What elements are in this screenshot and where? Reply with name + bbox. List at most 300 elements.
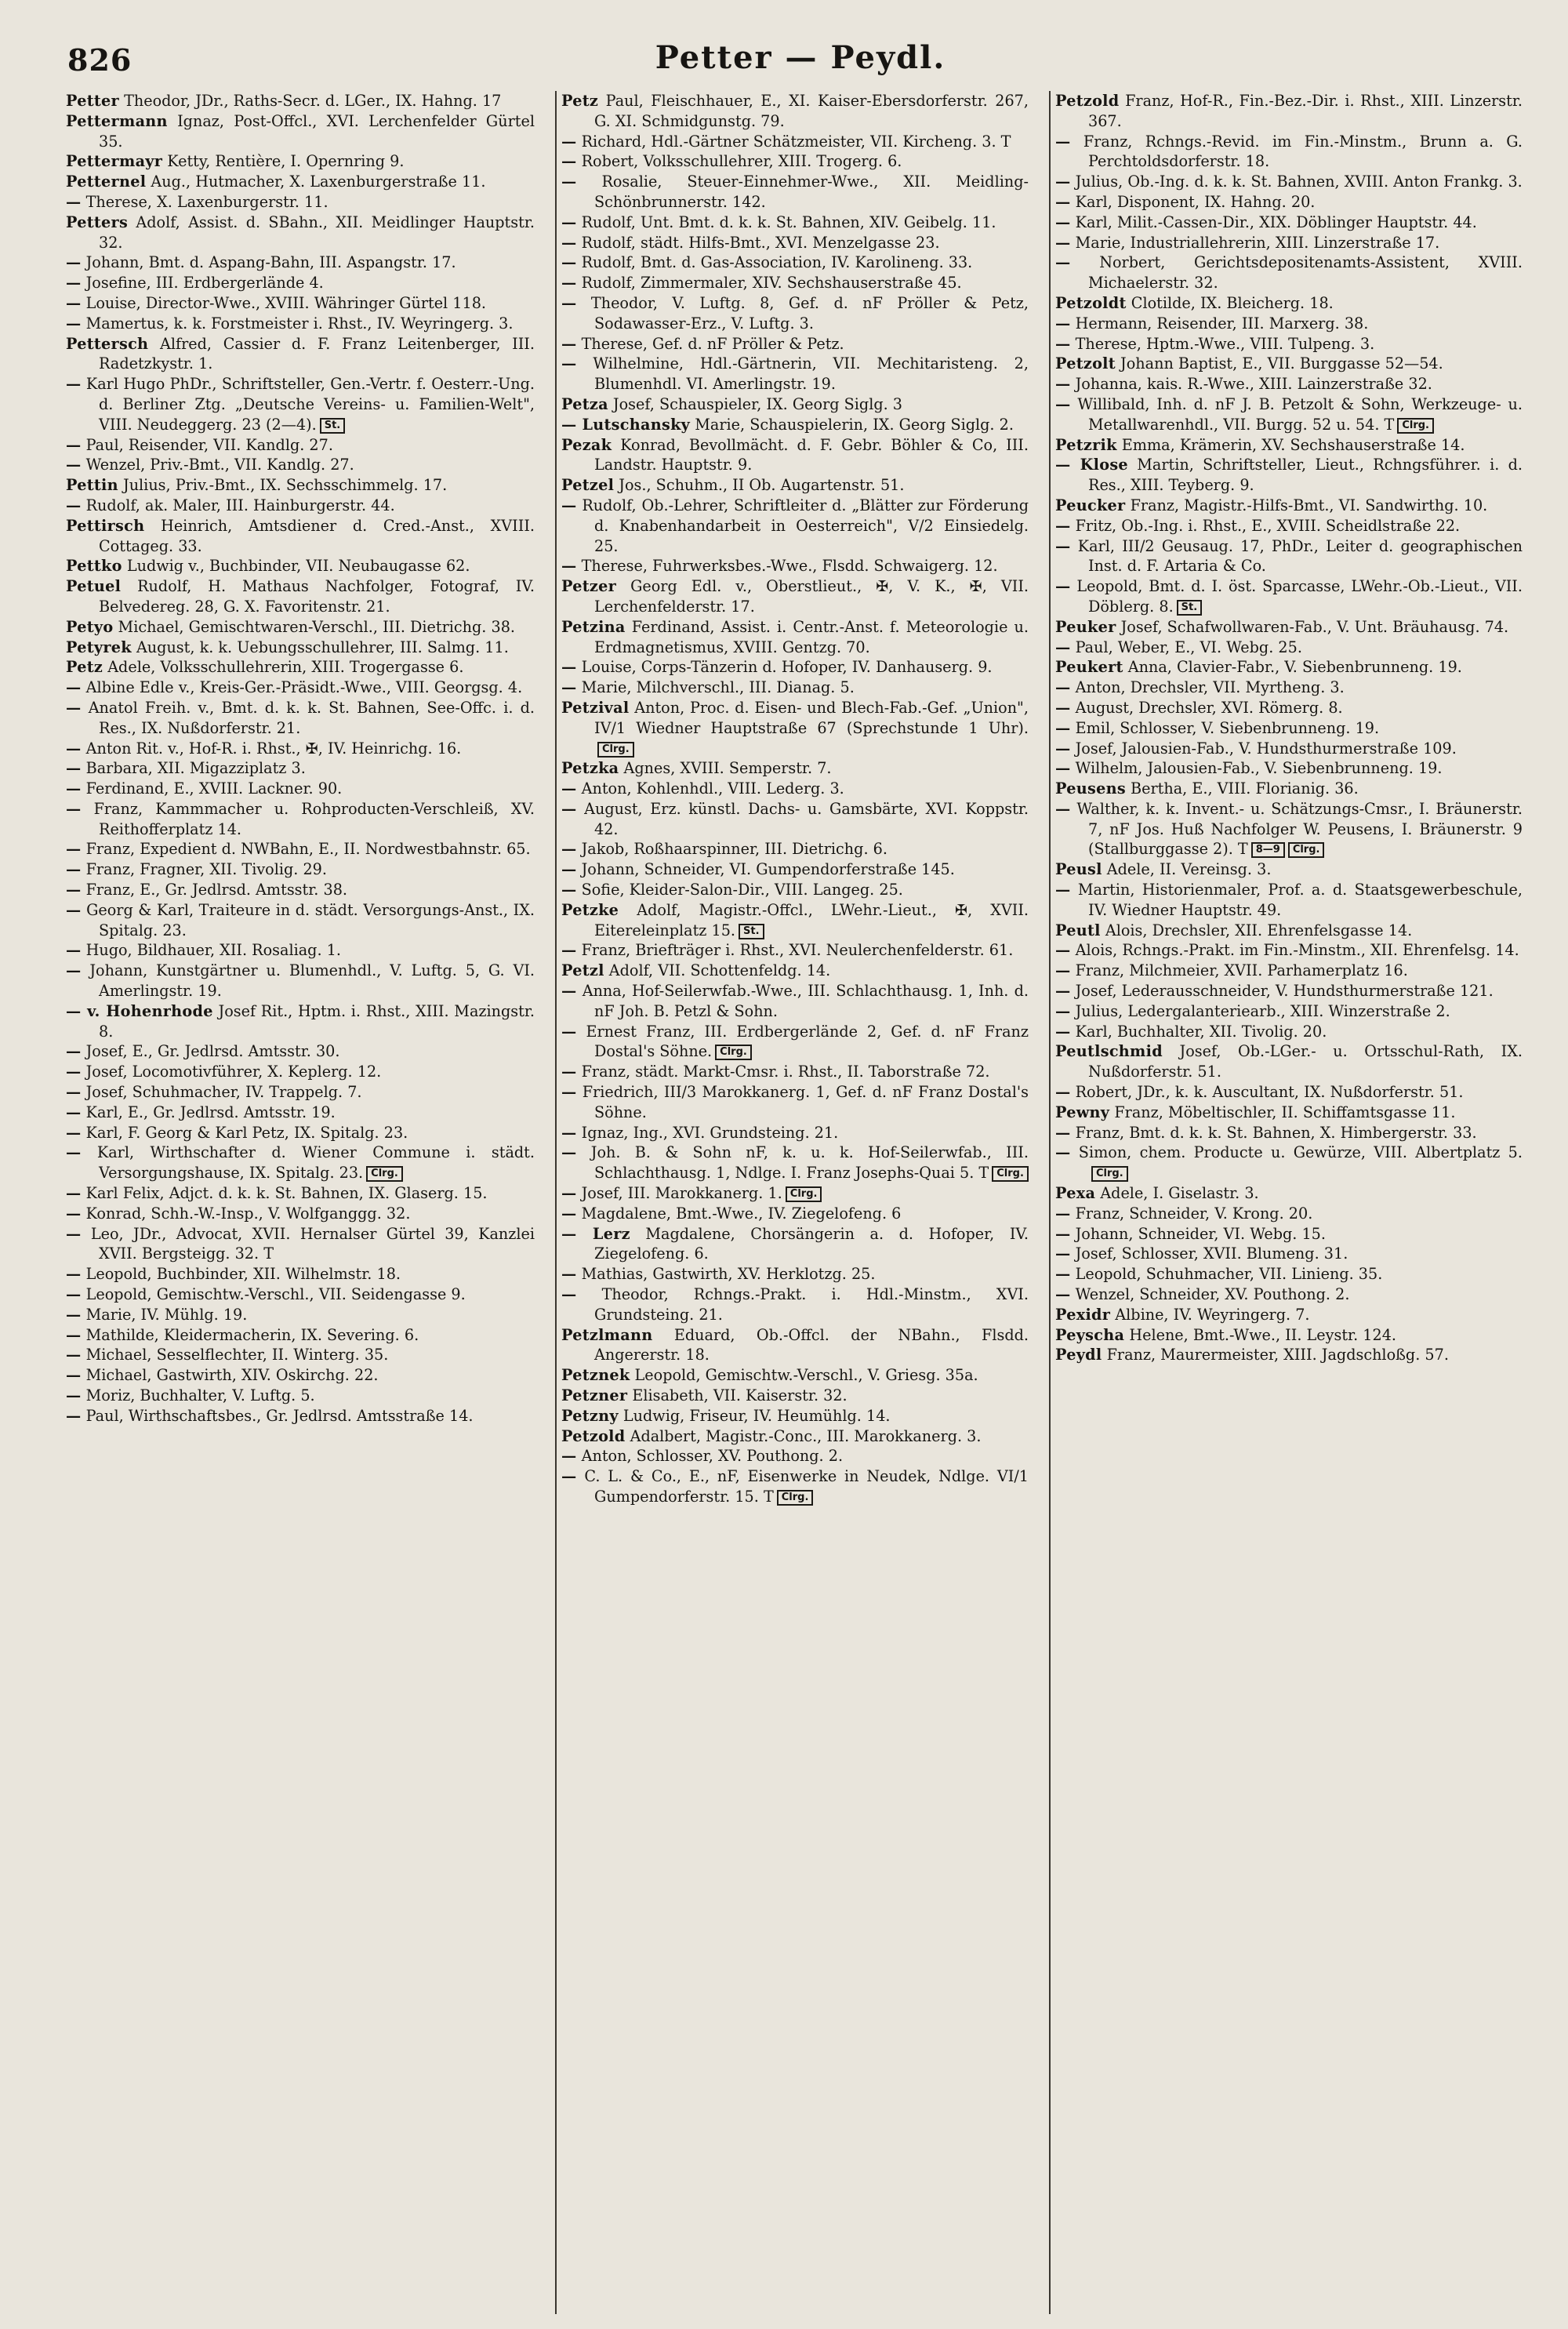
entry-details: Agnes, XVIII. Semperstr. 7. [623,759,832,778]
directory-entry [66,1204,535,1224]
entry-details: Josef, E., Gr. Jedlrsd. Amtsstr. 30. [85,1042,340,1061]
entry-surname: — [1055,577,1071,596]
directory-entry [66,293,535,314]
directory-entry [561,1204,1029,1224]
directory-entry [66,1123,535,1143]
entry-surname: — [561,152,577,171]
entry-details: Therese, Hptm.-Wwe., VIII. Tulpeng. 3. [1075,334,1375,353]
entry-details: Therese, Fuhrwerksbes.-Wwe., Flsdd. Schwaigerg. 12. [581,557,998,576]
entry-details: Karl, Disponent, IX. Hahng. 20. [1075,192,1316,211]
directory-entry [66,556,535,576]
directory-entry [1055,779,1523,799]
entry-surname: Petzny [561,1406,619,1425]
entry-surname: Petzka [561,759,619,778]
directory-entry [66,1041,535,1062]
entry-details: C. L. & Co., E., nF, Eisenwerke in Neudek, Ndlge. VI/1 Gumpendorferstr. 15. T [584,1467,1029,1506]
entry-surname: — [66,1143,82,1162]
entry-surname: Peuker [1055,617,1116,636]
directory-entry [1055,1305,1523,1325]
entry-details: Louise, Corps-Tänzerin d. Hofoper, IV. Danhauserg. 9. [581,658,993,677]
entry-details: Karl, Milit.-Cassen-Dir., XIX. Döblinger Hauptstr. 44. [1075,213,1477,231]
entry-details: Ferdinand, Assist. i. Centr.-Anst. f. Meteorologie u. Erdmagnetismus, XVIII. Gentzg. 70. [594,617,1029,656]
directory-entry [561,435,1029,476]
directory-entry [66,455,535,475]
directory-entry [1055,799,1523,859]
entry-surname: — [66,1305,82,1324]
entry-surname: — [1055,394,1071,413]
directory-entry [1055,374,1523,394]
directory-entry [1055,293,1523,314]
directory-entry [1055,1244,1523,1264]
entry-details: Michael, Gemischtwaren-Verschl., III. Dietrichg. 38. [118,617,516,636]
entry-tag-badge: St. [739,924,764,939]
directory-entry [66,1305,535,1325]
entry-details: Heinrich, Amtsdiener d. Cred.-Anst., XVIII. Cottageg. 33. [99,516,535,555]
entry-surname: — [1055,1123,1071,1142]
directory-entry [561,839,1029,859]
entry-details: Rudolf, Unt. Bmt. d. k. k. St. Bahnen, XIV. Geibelg. 11. [581,213,996,231]
entry-surname: — [66,1042,82,1061]
entry-details: Anton, Proc. d. Eisen- und Blech-Fab.-Gef. „Union", IV/1 Wiedner Hauptstraße 67 (Sprechstunde 1 Uhr). [594,698,1029,737]
entry-surname: Petter [66,92,119,110]
entry-surname: — [66,1346,82,1364]
directory-entry [561,233,1029,253]
entry-details: August, Drechsler, XVI. Römerg. 8. [1075,698,1343,717]
directory-entry [1055,334,1523,354]
entry-surname: — [1055,516,1071,535]
directory-entry [561,1082,1029,1123]
directory-entry [561,132,1029,152]
entry-surname: Pettin [66,476,118,495]
directory-entry [561,1224,1029,1265]
entry-surname: — [1055,132,1071,151]
entry-surname: — [1055,941,1071,960]
entry-surname: — [561,354,577,373]
directory-entry [561,657,1029,678]
entry-details: August, Erz. künstl. Dachs- u. Gamsbärte, XVI. Koppstr. 42. [584,799,1029,838]
entry-details: Josef, Lederausschneider, V. Hundsthurmerstraße 121. [1075,982,1494,1001]
entry-details: Johanna, kais. R.-Wwe., XIII. Lainzerstraße 32. [1075,375,1432,394]
directory-entry [1055,1264,1523,1284]
directory-entry [561,900,1029,941]
directory-entry [1055,1143,1523,1183]
entry-details: Ernest Franz, III. Erdbergerlände 2, Gef. d. nF Franz Dostal's Söhne. [586,1022,1029,1061]
entry-surname: — [561,658,577,677]
directory-entry [561,779,1029,799]
entry-surname: — [1055,1265,1071,1284]
directory-entry [561,576,1029,617]
entry-surname: Petzold [561,1426,626,1445]
entry-surname: — [66,1083,82,1102]
entry-details: Franz, Hof-R., Fin.-Bez.-Dir. i. Rhst., XIII. Linzerstr. 367. [1088,92,1523,130]
entry-details: Adolf, Assist. d. SBahn., XII. Meidlinger Hauptstr. 32. [99,213,535,252]
entry-details: Martin, Schriftsteller, Lieut., Rchngsführer. i. d. Res., XIII. Teyberg. 9. [1088,456,1523,495]
entry-surname: — [66,860,82,879]
entry-surname: — [66,840,82,859]
directory-entry [66,273,535,293]
directory-entry [1055,859,1523,880]
entry-details: Michael, Sesselflechter, II. Winterg. 35. [85,1346,389,1364]
directory-entry [1055,213,1523,233]
directory-entry [1055,192,1523,213]
entry-details: Paul, Wirthschaftsbes., Gr. Jedlrsd. Amtsstraße 14. [85,1406,474,1425]
entry-surname: — [66,293,82,312]
entry-surname: Petzival [561,698,630,717]
entry-details: Rudolf, ak. Maler, III. Hainburgerstr. 44. [85,496,395,514]
entry-details: Marie, IV. Mühlg. 19. [85,1305,248,1324]
entry-details: Karl, E., Gr. Jedlrsd. Amtsstr. 19. [85,1103,336,1121]
entry-details: Jakob, Roßhaarspinner, III. Dietrichg. 6. [581,840,887,859]
directory-entry [1055,314,1523,334]
directory-entry [561,475,1029,496]
entry-tag-badge: Clrg. [597,742,634,758]
directory-entry [1055,1001,1523,1022]
entry-surname: — [1055,1001,1071,1020]
directory-entry [66,839,535,859]
entry-surname: — [66,1063,82,1081]
directory-entry [1055,617,1523,638]
directory-entry [66,435,535,456]
entry-details: Anton Rit. v., Hof-R. i. Rhst., ✠, IV. Heinrichg. 16. [85,739,462,758]
entry-details: Friedrich, III/3 Marokkanerg. 1, Gef. d. nF Franz Dostal's Söhne. [582,1083,1029,1121]
entry-details: Karl, III/2 Geusaug. 17, PhDr., Leiter d. geographischen Inst. d. F. Artaria & Co. [1077,536,1523,576]
entry-details: Karl Hugo PhDr., Schriftsteller, Gen.-Vertr. f. Oesterr.-Ung. d. Berliner Ztg. „Deutsche Vereins- u. Familien-Welt", VIII. Neudeggerg. 23 (2—4). [85,375,535,434]
entry-tag-badge: Clrg. [777,1490,814,1506]
entry-details: Josef, Jalousien-Fab., V. Hundsthurmerstraße 109. [1075,739,1457,758]
directory-entry [1055,91,1523,132]
entry-surname: — [66,1366,82,1385]
entry-surname: — [66,1285,82,1304]
entry-surname: Petza [561,394,608,413]
entry-details: Jos., Schuhm., II Ob. Augartenstr. 51. [619,476,905,495]
directory-entry [561,354,1029,394]
entry-surname: — [1055,314,1071,332]
entry-surname: — [1055,638,1071,656]
directory-entry [1055,1183,1523,1204]
entry-surname: Peucker [1055,496,1126,514]
directory-entry [1055,576,1523,617]
directory-entry [66,880,535,900]
entry-details: Leopold, Gemischtw.-Verschl., V. Griesg. 35a. [634,1366,978,1385]
entry-surname: — [561,1204,577,1223]
directory-entry [66,253,535,273]
directory-entry [66,617,535,638]
entry-details: Karl, Wirthschafter d. Wiener Commune i. städt. Versorgungshause, IX. Spitalg. 23. [96,1143,535,1183]
directory-entry [561,273,1029,293]
directory-entry [561,758,1029,779]
entry-surname: Petzrik [1055,435,1117,454]
entry-details: Bertha, E., VIII. Florianig. 36. [1131,779,1359,798]
directory-entry [66,1082,535,1103]
entry-details: Alois, Rchngs.-Prakt. im Fin.-Minstm., XII. Ehrenfelsg. 14. [1075,941,1519,960]
entry-surname: — [66,1386,82,1404]
entry-surname: — [561,1447,577,1466]
entry-surname: — [1055,213,1071,231]
entry-surname: — [66,1406,82,1425]
directory-entry [1055,1224,1523,1244]
entry-surname: — [561,881,577,899]
entry-surname: — Lutschansky [561,415,691,434]
directory-entry [66,1001,535,1042]
directory-entry [66,151,535,172]
entry-surname: Peusl [1055,860,1102,879]
entry-surname: — [66,799,82,818]
entry-surname: Petzer [561,577,616,596]
entry-surname: Peyscha [1055,1325,1125,1344]
entry-surname: — [1055,536,1071,555]
directory-entry [561,617,1029,658]
directory-entry [66,758,535,779]
entry-details: Mathilde, Kleidermacherin, IX. Severing. 6. [85,1325,419,1344]
entry-details: Leopold, Gemischtw.-Verschl., VII. Seidengasse 9. [85,1285,466,1304]
directory-entry [1055,496,1523,516]
entry-surname: — [561,557,577,576]
entry-tag-badge: Clrg. [786,1186,822,1202]
entry-details: Karl, F. Georg & Karl Petz, IX. Spitalg. 23. [85,1123,408,1142]
entry-details: Anton, Kohlenhdl., VIII. Lederg. 3. [581,779,844,798]
directory-entry [1055,132,1523,173]
entry-tag-badge: Clrg. [1288,842,1325,858]
entry-surname: — [561,173,577,191]
entry-details: Josef, III. Marokkanerg. 1. [581,1184,782,1203]
directory-entry [1055,678,1523,698]
entry-surname: Pexa [1055,1184,1096,1203]
directory-entry [561,1264,1029,1284]
entry-surname: — [1055,881,1071,899]
directory-entry [1055,1041,1523,1082]
column-2 [555,91,1033,2314]
entry-details: Rudolf, Zimmermaler, XIV. Sechshauserstraße 45. [581,274,962,292]
entry-details: Therese, Gef. d. nF Pröller & Petz. [581,334,844,353]
entry-tag-badge: Clrg. [1091,1166,1128,1182]
directory-entry [1055,758,1523,779]
entry-tag-badge: Clrg. [715,1045,752,1060]
entry-surname: Petyrek [66,638,132,656]
entry-details: Anton, Schlosser, XV. Pouthong. 2. [581,1447,844,1466]
directory-entry [1055,516,1523,536]
entry-details: Adolf, VII. Schottenfeldg. 14. [608,961,831,980]
entry-surname: — [561,1123,577,1142]
directory-entry [66,516,535,557]
entry-details: Anna, Clavier-Fabr., V. Siebenbrunneng. 19. [1127,658,1462,677]
entry-details: Josef, Schlosser, XVII. Blumeng. 31. [1075,1244,1348,1263]
entry-surname: — [561,1467,577,1486]
entry-surname: Petuel [66,577,122,596]
entry-details: Adele, I. Giselastr. 3. [1100,1184,1259,1203]
entry-details: Alois, Drechsler, XII. Ehrenfelsgasse 14. [1105,921,1413,939]
entry-surname: — Lerz [561,1224,630,1243]
entry-details: Theodor, JDr., Raths-Secr. d. LGer., IX. Hahng. 17 [124,92,502,110]
directory-entry [66,91,535,111]
entry-details: Joh. B. & Sohn nF, k. u. k. Hof-Seilerwfab., III. Schlachthausg. 1, Ndlge. I. Franz Josephs-Quai 5. T [590,1143,1029,1183]
entry-details: Franz, Maurermeister, XIII. Jagdschloßg. 57. [1106,1346,1449,1364]
entry-surname: Petz [66,658,103,677]
directory-entry [561,1466,1029,1507]
column-3 [1049,91,1527,2314]
entry-details: Mathias, Gastwirth, XV. Herklotzg. 25. [581,1265,876,1284]
entry-surname: — [1055,1022,1071,1041]
entry-details: Ludwig, Friseur, IV. Heumühlg. 14. [622,1406,891,1425]
entry-details: Aug., Hutmacher, X. Laxenburgerstraße 11. [151,173,486,191]
entry-details: Johann, Schneider, VI. Webg. 15. [1075,1224,1326,1243]
entry-details: Josef, Ob.-LGer.- u. Ortsschul-Rath, IX. Nußdorferstr. 51. [1088,1042,1523,1081]
entry-surname: — [66,253,82,272]
entry-details: Wenzel, Priv.-Bmt., VII. Kandlg. 27. [85,456,354,474]
entry-details: Emil, Schlosser, V. Siebenbrunneng. 19. [1075,718,1380,737]
directory-entry [1055,657,1523,678]
entry-surname: — [66,678,82,697]
directory-entry [561,698,1029,758]
directory-entry [561,940,1029,961]
entry-details: Robert, Volksschullehrer, XIII. Trogerg. 6. [581,152,902,171]
entry-surname: — [561,1022,577,1041]
entry-surname: — [561,1285,577,1304]
entry-details: Franz, Bmt. d. k. k. St. Bahnen, X. Himbergerstr. 33. [1075,1123,1477,1142]
entry-details: Leopold, Schuhmacher, VII. Linieng. 35. [1075,1265,1383,1284]
entry-surname: Petzoldt [1055,293,1127,312]
directory-entry [1055,1123,1523,1143]
directory-entry [561,1183,1029,1204]
entry-surname: Pezak [561,435,612,454]
entry-surname: — [561,213,577,231]
directory-entry [66,1365,535,1386]
entry-details: Konrad, Schh.-W.-Insp., V. Wolfganggg. 32. [85,1204,411,1223]
entry-details: Elisabeth, VII. Kaiserstr. 32. [632,1386,848,1404]
directory-entry [66,1264,535,1284]
entry-surname: — Klose [1055,456,1128,474]
entry-details: Moriz, Buchhalter, V. Luftg. 5. [85,1386,315,1404]
entry-details: Adele, II. Vereinsg. 3. [1106,860,1272,879]
entry-details: Magdalene, Chorsängerin a. d. Hofoper, IV. Ziegelofeng. 6. [594,1224,1029,1263]
directory-entry [561,91,1029,132]
entry-details: Simon, chem. Producte u. Gewürze, VIII. Albertplatz 5. [1078,1143,1523,1162]
directory-entry [561,981,1029,1022]
entry-surname: — [66,1325,82,1344]
directory-entry [66,779,535,799]
entry-details: Mamertus, k. k. Forstmeister i. Rhst., IV. Weyringerg. 3. [85,314,514,332]
entry-details: Theodor, V. Luftg. 8, Gef. d. nF Pröller & Petz, Sodawasser-Erz., V. Luftg. 3. [590,293,1029,332]
entry-details: Adele, Volksschullehrerin, XIII. Trogergasse 6. [107,658,464,677]
entry-surname: Peutlschmid [1055,1042,1163,1061]
entry-details: Theodor, Rchngs.-Prakt. i. Hdl.-Minstm., XVI. Grundsteing. 21. [594,1285,1029,1324]
entry-surname: — [66,739,82,758]
entry-surname: Pexidr [1055,1305,1111,1324]
entry-surname: — [561,860,577,879]
entry-details: Franz, Milchmeier, XVII. Parhamerplatz 16. [1075,961,1408,980]
entry-surname: — [1055,1143,1071,1162]
entry-details: Julius, Ob.-Ing. d. k. k. St. Bahnen, XVIII. Anton Frankg. 3. [1075,173,1523,191]
directory-entry [66,657,535,678]
entry-surname: Petzke [561,900,619,919]
directory-entry [66,859,535,880]
entry-surname: Petzl [561,961,604,980]
entry-details: Richard, Hdl.-Gärtner Schätzmeister, VII. Kircheng. 3. T [581,132,1011,151]
directory-entry [1055,718,1523,739]
directory-entry [1055,1022,1523,1042]
directory-entry [561,1022,1029,1063]
entry-surname: — [561,678,577,697]
directory-entry [1055,961,1523,981]
entry-details: Paul, Weber, E., VI. Webg. 25. [1075,638,1302,656]
entry-details: Johann, Kunstgärtner u. Blumenhdl., V. Luftg. 5, G. VI. Amerlingstr. 19. [89,961,535,1001]
entry-details: Emma, Krämerin, XV. Sechshauserstraße 14. [1121,435,1465,454]
entry-tag-badge: Clrg. [992,1166,1029,1182]
directory-entry [561,293,1029,334]
entry-surname: — [1055,1204,1071,1223]
entry-details: Johann Baptist, E., VII. Burggasse 52—54. [1120,354,1443,373]
entry-details: Louise, Director-Wwe., XVIII. Währinger Gürtel 118. [85,293,487,312]
entry-details: Franz, städt. Markt-Cmsr. i. Rhst., II. Taborstraße 72. [581,1063,990,1081]
entry-details: Leopold, Bmt. d. I. öst. Sparcasse, LWehr.-Ob.-Lieut., VII. Döblerg. 8. [1076,577,1523,616]
entry-surname: — [66,375,82,394]
entry-surname: — [1055,678,1071,697]
entry-details: Norbert, Gerichtsdepositenamts-Assistent, XVIII. Michaelerstr. 32. [1088,253,1523,292]
directory-entry [1055,638,1523,658]
directory-entry [66,1143,535,1183]
directory-entry [66,111,535,152]
directory-entry [561,213,1029,233]
entry-surname: — [561,293,577,312]
entry-surname: — [66,881,82,899]
entry-surname: — [66,274,82,292]
column-1 [61,91,539,2314]
directory-entry [1055,172,1523,192]
entry-details: Franz, Magistr.-Hilfs-Bmt., VI. Sandwirthg. 10. [1130,496,1488,514]
entry-surname: Petters [66,213,129,231]
entry-details: Rudolf, städt. Hilfs-Bmt., XVI. Menzelgasse 23. [581,233,940,252]
entry-surname: — [1055,1285,1071,1304]
running-head: Petter — Peydl. [655,39,946,76]
directory-entry [66,1103,535,1123]
directory-entry [66,314,535,334]
entry-details: Albine Edle v., Kreis-Ger.-Präsidt.-Wwe., VIII. Georgsg. 4. [85,678,523,697]
entry-details: Paul, Fleischhauer, E., XI. Kaiser-Ebersdorferstr. 267, G. XI. Schmidgunstg. 79. [594,92,1029,130]
directory-entry [561,961,1029,981]
entry-surname: Petzina [561,617,626,636]
directory-entry [1055,1204,1523,1224]
entry-surname: Pewny [1055,1103,1110,1121]
directory-entry [561,394,1029,415]
entry-details: Franz, Kammmacher u. Rohproducten-Verschleiß, XV. Reithofferplatz 14. [93,799,535,838]
directory-entry [66,213,535,253]
entry-surname: — [66,1204,82,1223]
entry-details: Karl, Buchhalter, XII. Tivolig. 20. [1075,1022,1327,1041]
entry-surname: — [1055,1244,1071,1263]
directory-entry [66,698,535,739]
entry-details: Martin, Historienmaler, Prof. a. d. Staatsgewerbeschule, IV. Wiedner Hauptstr. 49. [1077,881,1523,919]
entry-details: Helene, Bmt.-Wwe., II. Leystr. 124. [1129,1325,1397,1344]
entry-surname: Peusens [1055,779,1126,798]
entry-details: Ludwig v., Buchbinder, VII. Neubaugasse 62. [126,557,470,576]
directory-entry [66,1325,535,1346]
directory-entry [1055,394,1523,435]
entry-details: Franz, Rchngs.-Revid. im Fin.-Minstm., Brunn a. G. Perchtoldsdorferstr. 18. [1083,132,1523,171]
directory-entry [66,1284,535,1305]
entry-details: Alfred, Cassier d. F. Franz Leitenberger, III. Radetzkystr. 1. [99,334,535,373]
entry-surname: — [1055,253,1071,272]
entry-surname: Petzel [561,476,615,495]
entry-details: Josef, Schafwollwaren-Fab., V. Unt. Bräuhausg. 74. [1120,617,1509,636]
entry-details: Robert, JDr., k. k. Auscultant, IX. Nußdorferstr. 51. [1075,1083,1464,1102]
entry-surname: Petternel [66,173,147,191]
entry-surname: Pettermann [66,111,168,130]
entry-surname: — [561,1063,577,1081]
entry-details: Wenzel, Schneider, XV. Pouthong. 2. [1075,1285,1350,1304]
entry-surname: Pettersch [66,334,149,353]
directory-entry [561,859,1029,880]
entry-surname: — [561,1184,577,1203]
directory-entry [66,900,535,941]
